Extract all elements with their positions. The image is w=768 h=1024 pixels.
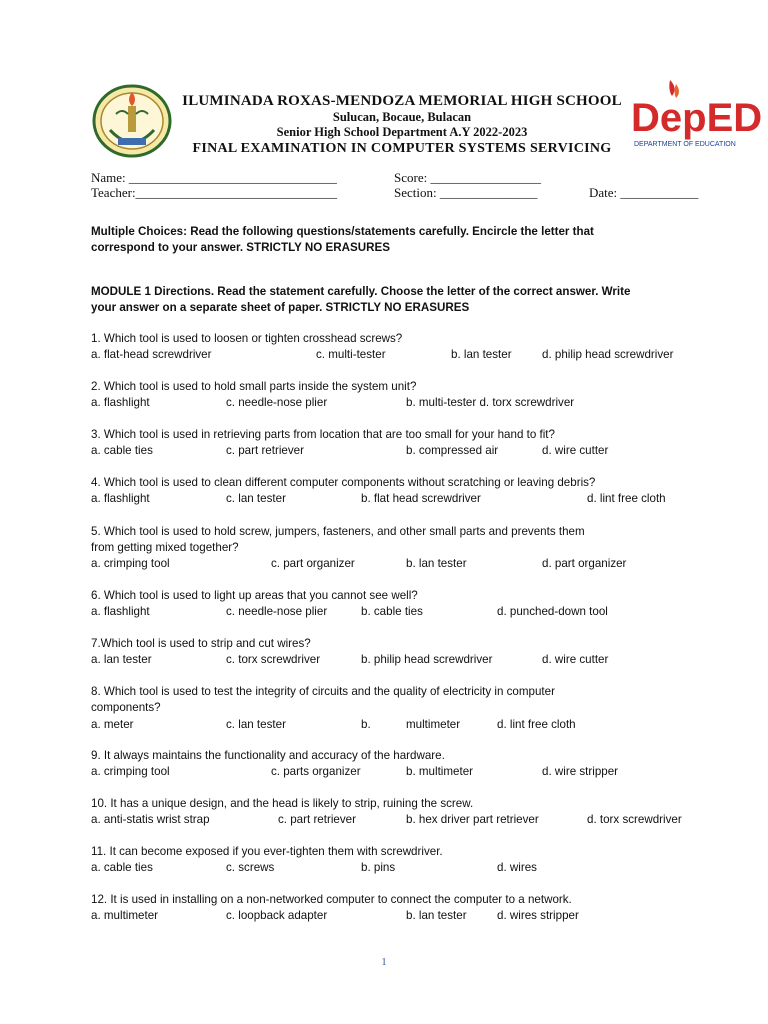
answer-option: b. multimeter <box>406 765 474 778</box>
answer-option: b. lan tester <box>451 348 512 361</box>
answer-option: a. cable ties <box>91 861 153 874</box>
teacher-line: Teacher:_______________________________ <box>91 185 338 200</box>
answer-option: c. needle-nose plier <box>226 396 328 409</box>
answer-option: a. meter <box>91 718 134 731</box>
answer-option: c. torx screwdriver <box>226 653 321 666</box>
school-seal-logo <box>92 84 172 158</box>
answer-option: b. hex driver part retriever <box>406 813 539 826</box>
answer-option: b. philip head screwdriver <box>361 653 493 666</box>
answer-option: a. anti-statis wrist strap <box>91 813 210 826</box>
answer-option: d. wires stripper <box>497 909 579 922</box>
answer-option: d. philip head screwdriver <box>542 348 674 361</box>
answer-option: a. crimping tool <box>91 765 170 778</box>
question-text: from getting mixed together? <box>91 541 239 554</box>
answer-option: a. lan tester <box>91 653 152 666</box>
school-name: ILUMINADA ROXAS-MENDOZA MEMORIAL HIGH SCHOOL <box>182 93 622 109</box>
name-line: Name: ________________________________ <box>91 170 337 185</box>
answer-option: d. lint free cloth <box>587 492 666 505</box>
question-text: 4. Which tool is used to clean different computer components without scratching or leaving debris? <box>91 476 596 489</box>
question-text: components? <box>91 701 161 714</box>
question-text: 10. It has a unique design, and the head is likely to strip, ruining the screw. <box>91 797 474 810</box>
answer-option: c. part retriever <box>226 444 304 457</box>
answer-option: a. flashlight <box>91 396 150 409</box>
answer-option: c. part retriever <box>278 813 356 826</box>
answer-option: a. cable ties <box>91 444 153 457</box>
deped-logo <box>630 78 763 150</box>
mc-instructions-line1: Multiple Choices: Read the following questions/statements carefully. Encircle the letter that <box>91 225 594 238</box>
question-text: 3. Which tool is used in retrieving parts from location that are too small for your hand to fit? <box>91 428 555 441</box>
module-directions-line1: MODULE 1 Directions. Read the statement carefully. Choose the letter of the correct answer. Write <box>91 285 631 298</box>
answer-option: c. part organizer <box>271 557 355 570</box>
answer-option: b. multi-tester d. torx screwdriver <box>406 396 575 409</box>
score-line: Score: _________________ <box>394 170 541 185</box>
answer-option: c. needle-nose plier <box>226 605 328 618</box>
answer-option: multimeter <box>406 718 461 731</box>
answer-option: a. crimping tool <box>91 557 170 570</box>
answer-option: c. loopback adapter <box>226 909 328 922</box>
school-department: Senior High School Department A.Y 2022-2023 <box>276 125 528 139</box>
question-text: 5. Which tool is used to hold screw, jumpers, fasteners, and other small parts and prevents them <box>91 525 585 538</box>
mc-instructions-line2: correspond to your answer. STRICTLY NO ERASURES <box>91 241 390 254</box>
school-header <box>178 93 626 157</box>
section-line: Section: _______________ <box>394 185 538 200</box>
module-directions-line2: your answer on a separate sheet of paper. STRICTLY NO ERASURES <box>91 301 470 314</box>
answer-option: d. wire cutter <box>542 653 609 666</box>
question-text: 9. It always maintains the functionality and accuracy of the hardware. <box>91 749 445 762</box>
answer-option: a. flat-head screwdriver <box>91 348 212 361</box>
answer-option: d. torx screwdriver <box>587 813 682 826</box>
answer-option: a. multimeter <box>91 909 159 922</box>
answer-option: d. wires <box>497 861 537 874</box>
answer-option: d. part organizer <box>542 557 627 570</box>
answer-option: b. pins <box>361 861 396 874</box>
deped-logo-subtext: DEPARTMENT OF EDUCATION <box>634 141 736 148</box>
answer-option: b. <box>361 718 371 731</box>
answer-option: b. lan tester <box>406 557 467 570</box>
question-text: 2. Which tool is used to hold small parts inside the system unit? <box>91 380 417 393</box>
school-address: Sulucan, Bocaue, Bulacan <box>332 110 472 124</box>
question-text: 12. It is used in installing on a non-networked computer to connect the computer to a network. <box>91 893 572 906</box>
answer-option: c. screws <box>226 861 275 874</box>
answer-option: b. compressed air <box>406 444 499 457</box>
answer-option: b. lan tester <box>406 909 467 922</box>
page-number: 1 <box>381 956 387 968</box>
exam-title: FINAL EXAMINATION IN COMPUTER SYSTEMS SERVICING <box>192 141 612 156</box>
deped-logo-text: DepED <box>631 96 763 140</box>
question-text: 7.Which tool is used to strip and cut wires? <box>91 637 311 650</box>
answer-option: b. flat head screwdriver <box>361 492 481 505</box>
answer-option: d. lint free cloth <box>497 718 576 731</box>
answer-option: d. punched-down tool <box>497 605 608 618</box>
answer-option: c. lan tester <box>226 718 286 731</box>
answer-option: c. lan tester <box>226 492 286 505</box>
date-line: Date: ____________ <box>589 185 699 200</box>
answer-option: d. wire stripper <box>542 765 619 778</box>
answer-option: a. flashlight <box>91 605 150 618</box>
question-text: 1. Which tool is used to loosen or tighten crosshead screws? <box>91 332 403 345</box>
answer-option: c. parts organizer <box>271 765 361 778</box>
question-text: 6. Which tool is used to light up areas that you cannot see well? <box>91 589 418 602</box>
question-text: 11. It can become exposed if you ever-tighten them with screwdriver. <box>91 845 443 858</box>
answer-option: d. wire cutter <box>542 444 609 457</box>
answer-option: b. cable ties <box>361 605 423 618</box>
question-text: 8. Which tool is used to test the integrity of circuits and the quality of electricity in computer <box>91 685 555 698</box>
answer-option: a. flashlight <box>91 492 150 505</box>
answer-option: c. multi-tester <box>316 348 386 361</box>
